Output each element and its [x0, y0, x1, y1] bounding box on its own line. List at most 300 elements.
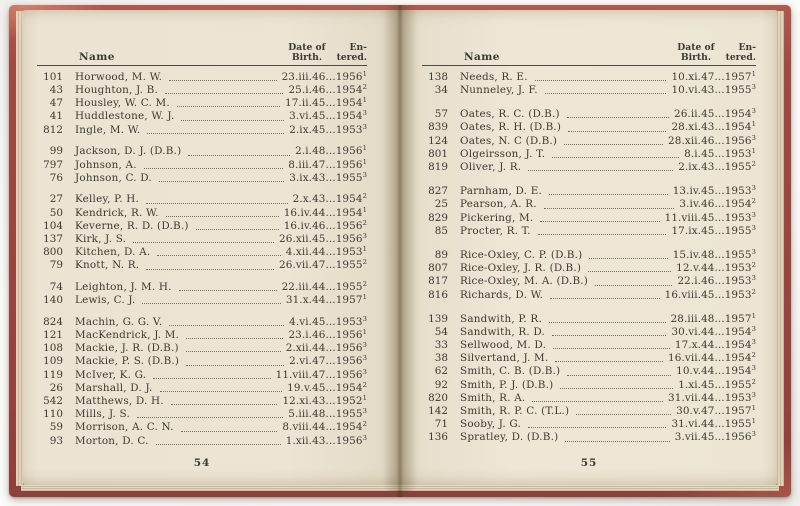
entry-name: Keverne, R. D. (D.B.) [75, 219, 189, 232]
entry-term-superscript: 1 [362, 144, 367, 153]
entry-number: 89 [434, 248, 448, 261]
entries [37, 71, 367, 448]
entry-term-superscript: 3 [751, 247, 756, 256]
entry-dates: 3.vii.45...1956$^3$ [674, 430, 756, 444]
register-row [37, 382, 367, 395]
entry-term-superscript: 1 [362, 328, 367, 337]
entry-dates: 22.i.46...1953$^3$ [677, 274, 756, 288]
entry-number: 138 [428, 70, 448, 83]
entry-dates: 2.ix.43...1955$^2$ [678, 160, 756, 173]
entry-dates: 3.ix.43...1955$^3$ [289, 170, 367, 184]
entry-term-superscript: 1 [362, 205, 367, 214]
entry-term-superscript: 3 [751, 83, 756, 92]
entry-term-superscript: 2 [751, 287, 756, 296]
entry-group [37, 71, 367, 137]
entry-number: 136 [428, 431, 448, 444]
register-row [422, 365, 756, 378]
entry-term-superscript: 3 [751, 364, 756, 373]
register-row [422, 262, 756, 275]
entry-dates: 2.vi.47...1956$^3$ [289, 354, 367, 368]
entry-name: Kelley, P. H. [75, 193, 139, 206]
entry-name: Sandwith, P. R. [460, 312, 542, 325]
entry-term-superscript: 3 [751, 338, 756, 347]
register-row [37, 193, 367, 206]
entry-term-superscript: 1 [751, 417, 756, 426]
dotted-leader [181, 431, 278, 432]
entry-dates: 26.xii.45...1956$^3$ [279, 231, 367, 245]
dotted-leader [552, 335, 666, 336]
entry-term-superscript: 1 [362, 96, 367, 105]
register-row [422, 418, 756, 431]
dotted-leader [169, 325, 284, 326]
entry-dates: 1.xi.45...1955$^2$ [678, 377, 756, 391]
entry-name: Pickering, M. [460, 211, 534, 224]
entry-dates: 16.viii.45...1953$^2$ [664, 287, 756, 301]
entry-name: Kitchen, D. A. [75, 246, 151, 259]
register-row [37, 281, 367, 294]
register-row [422, 161, 756, 174]
register-page-54 [23, 10, 400, 485]
entry-term-superscript: 3 [751, 324, 756, 333]
dotted-leader [545, 93, 667, 94]
entry-name: Houghton, J. B. [75, 84, 158, 97]
register-row [422, 431, 756, 444]
entry-name: Horwood, M. W. [75, 70, 163, 83]
entry-term-superscript: 3 [362, 407, 367, 416]
register-row [37, 159, 367, 172]
register-row [37, 294, 367, 307]
register-row [37, 329, 367, 342]
entry-dates: 30.vi.44...1954$^3$ [671, 324, 756, 338]
register-row [422, 148, 756, 161]
entry-name: Smith, R. A. [460, 391, 526, 404]
register-row [37, 369, 367, 382]
column-header-name: Name [464, 50, 500, 63]
dotted-leader [186, 351, 281, 352]
entry-number: 816 [428, 288, 448, 301]
register-row [422, 212, 756, 225]
entry-group [37, 193, 367, 272]
entry-number: 797 [43, 158, 63, 171]
entry-dates: 16.iv.46...1956$^2$ [283, 218, 367, 232]
entry-number: 76 [49, 171, 63, 184]
entry-name: Smith, C. B. (D.B.) [460, 365, 561, 378]
entry-number: 108 [43, 342, 63, 355]
column-header-entered [337, 43, 367, 63]
entry-number: 124 [428, 134, 448, 147]
entry-name: Lewis, C. J. [75, 294, 136, 307]
entry-dates: 2.i.48...1956$^1$ [295, 144, 367, 158]
dotted-leader [196, 229, 279, 230]
dotted-leader [550, 298, 659, 299]
register-row [37, 342, 367, 355]
entry-number: 101 [43, 70, 63, 83]
entry-term-superscript: 2 [362, 420, 367, 429]
column-header-entered-line1: En- [349, 42, 367, 53]
dotted-leader [532, 401, 663, 402]
dotted-leader [588, 271, 671, 272]
entry-term-superscript: 1 [362, 245, 367, 254]
dotted-leader [142, 303, 280, 304]
entry-term-superscript: 3 [362, 367, 367, 376]
entry-term-superscript: 3 [362, 341, 367, 350]
entry-number: 41 [49, 110, 63, 123]
entry-name: Marshall, D. J. [75, 381, 153, 394]
entry-name: Ingle, M. W. [75, 123, 141, 136]
register-row [37, 259, 367, 272]
entry-number: 801 [428, 147, 448, 160]
entry-term-superscript: 3 [751, 133, 756, 142]
entry-name: Mackie, P. S. (D.B.) [75, 355, 180, 368]
entry-term-superscript: 1 [362, 69, 367, 78]
entry-number: 819 [428, 161, 448, 173]
dotted-leader [165, 93, 283, 94]
entry-term-superscript: 3 [362, 433, 367, 442]
entry-number: 800 [43, 246, 63, 259]
register-row [37, 207, 367, 220]
register-row [37, 220, 367, 233]
dotted-leader [565, 441, 669, 442]
column-header-name: Name [79, 50, 115, 63]
entry-number: 110 [43, 408, 63, 421]
entry-term-superscript: 1 [362, 157, 367, 166]
entry-term-superscript: 2 [751, 160, 756, 168]
entry-number: 79 [49, 259, 63, 272]
register-row [37, 97, 367, 110]
entry-term-superscript: 1 [751, 69, 756, 78]
entry-name: Kirk, J. S. [75, 232, 127, 245]
entry-number: 38 [434, 352, 448, 365]
entry-number: 140 [43, 294, 63, 307]
entry-term-superscript: 2 [362, 218, 367, 227]
register-row [37, 145, 367, 158]
entry-dates: 8.viii.44...1954$^2$ [282, 420, 367, 434]
register-row [422, 135, 756, 148]
entry-number: 25 [434, 198, 448, 211]
register-row [422, 249, 756, 262]
dotted-leader [179, 290, 277, 291]
entry-number: 85 [434, 224, 448, 237]
entry-term-superscript: 2 [751, 261, 756, 270]
dotted-leader [552, 157, 679, 158]
dotted-leader [188, 155, 290, 156]
column-header-entered-line2: tered. [336, 51, 367, 63]
entry-number: 824 [43, 315, 63, 328]
entry-name: Smith, R. P. C. (T.L.) [460, 405, 570, 417]
entry-dates: 26.vii.47...1955$^2$ [279, 258, 367, 272]
entry-name: Mills, J. S. [75, 408, 130, 421]
entry-term-superscript: 3 [362, 354, 367, 363]
dotted-leader [147, 133, 284, 134]
entry-number: 142 [428, 405, 448, 417]
entry-term-superscript: 3 [751, 390, 756, 399]
entry-name: Spratley, D. (D.B.) [460, 431, 559, 444]
register-row [422, 71, 756, 84]
column-header-dob-line1: Date of [288, 42, 326, 53]
entry-term-superscript: 3 [362, 170, 367, 179]
entry-term-superscript: 3 [362, 231, 367, 240]
entry-name: Rice-Oxley, C. P. (D.B.) [460, 248, 583, 261]
entry-group [422, 313, 756, 445]
entry-name: Morton, D. C. [75, 434, 149, 447]
entry-number: 43 [49, 84, 63, 97]
entry-dates: 31.vi.44...1955$^1$ [671, 417, 756, 431]
dotted-leader [567, 375, 671, 376]
entry-number: 812 [43, 123, 63, 136]
entry-name: Leighton, J. M. H. [75, 281, 172, 293]
register-row [37, 355, 367, 368]
entry-dates: 16.vii.44...1954$^2$ [668, 351, 756, 365]
entry-term-superscript: 3 [751, 210, 756, 219]
entry-term-superscript: 1 [751, 311, 756, 320]
dotted-leader [146, 269, 274, 270]
dotted-leader [589, 258, 667, 259]
entry-dates: 2.x.43...1954$^2$ [292, 192, 367, 206]
entry-number: 59 [49, 421, 63, 434]
entry-term-superscript: 2 [751, 197, 756, 206]
entry-name: Morrison, A. C. N. [75, 421, 174, 434]
register-row [422, 121, 756, 134]
column-header-dob [288, 43, 325, 63]
entry-name: Sandwith, R. D. [460, 325, 546, 338]
dotted-leader [535, 80, 667, 81]
entry-number: 829 [428, 211, 448, 224]
entry-number: 57 [434, 108, 448, 121]
dotted-leader [171, 404, 278, 405]
entry-term-superscript: 2 [751, 351, 756, 360]
entry-group [37, 145, 367, 185]
entry-name: Matthews, D. H. [75, 395, 164, 407]
entry-number: 820 [428, 391, 448, 404]
entry-dates: 8.i.45...1953$^1$ [684, 146, 756, 160]
entry-name: Oates, N. C (D.B.) [460, 134, 558, 147]
dotted-leader [538, 234, 667, 235]
register-row [422, 339, 756, 352]
entry-name: Silvertand, J. M. [460, 352, 549, 365]
entry-dates: 10.v.44...1954$^3$ [676, 364, 756, 378]
entry-dates: 8.iii.47...1956$^1$ [288, 157, 367, 171]
entry-term-superscript: 1 [362, 394, 367, 402]
page-edges-left [16, 11, 23, 486]
dotted-leader [528, 427, 666, 428]
entry-dates: 13.iv.45...1953$^3$ [672, 184, 756, 198]
dotted-leader [555, 361, 663, 362]
entry-number: 137 [43, 232, 63, 245]
open-book-pages [23, 10, 777, 485]
dotted-leader [153, 378, 270, 379]
dotted-leader [166, 216, 279, 217]
entry-term-superscript: 3 [751, 430, 756, 439]
entry-term-superscript: 2 [362, 280, 367, 288]
entry-number: 27 [49, 193, 63, 206]
entry-number: 119 [43, 368, 63, 381]
entry-number: 542 [43, 395, 63, 407]
entry-number: 99 [49, 145, 63, 158]
entry-number: 34 [434, 84, 448, 97]
page-54-content [23, 10, 400, 485]
entry-dates: 2.ix.45...1953$^3$ [289, 122, 367, 136]
dotted-leader [544, 208, 675, 209]
book-cover [9, 5, 791, 497]
entry-name: Johnson, C. D. [75, 171, 152, 184]
entry-term-superscript: 2 [751, 377, 756, 386]
dotted-leader [549, 194, 668, 195]
entry-number: 93 [49, 434, 63, 447]
register-row [422, 225, 756, 238]
dotted-leader [156, 444, 281, 445]
dotted-leader [144, 168, 284, 169]
entry-dates: 25.i.46...1954$^2$ [288, 83, 367, 97]
register-row [37, 71, 367, 84]
register-row [37, 316, 367, 329]
dotted-leader [177, 106, 280, 107]
entry-name: Oates, R. C. (D.B.) [460, 108, 560, 121]
register-row [422, 198, 756, 211]
entry-name: MacKendrick, J. M. [75, 329, 180, 342]
entry-name: Sellwood, M. D. [460, 339, 547, 352]
entry-group [422, 249, 756, 302]
entry-group [422, 71, 756, 97]
entry-number: 26 [49, 381, 63, 394]
page-55-content [400, 10, 777, 485]
entry-number: 50 [49, 206, 63, 219]
register-row [37, 408, 367, 421]
entry-name: Jackson, D. J. (D.B.) [75, 145, 182, 158]
table-header [37, 43, 367, 66]
register-row [422, 379, 756, 392]
entry-name: Sooby, J. G. [460, 418, 521, 431]
page-edges-bottom [21, 485, 779, 491]
entry-term-superscript: 1 [362, 293, 367, 302]
entry-dates: 4.vi.45...1953$^3$ [289, 314, 367, 328]
entry-name: Needs, R. E. [460, 70, 528, 83]
page-number: 55 [580, 457, 598, 469]
dotted-leader [568, 131, 666, 132]
entry-dates: 4.xii.44...1953$^1$ [285, 245, 367, 259]
entry-group [37, 316, 367, 448]
entry-dates: 11.viii.47...1956$^3$ [275, 367, 367, 381]
entry-number: 74 [49, 281, 63, 293]
column-header-dob-line2: Birth. [291, 51, 323, 63]
dotted-leader [133, 242, 274, 243]
page-number: 54 [193, 457, 211, 469]
entry-term-superscript: 2 [362, 83, 367, 92]
entry-dates: 15.iv.48...1955$^3$ [672, 247, 756, 261]
entry-number: 92 [434, 378, 448, 391]
register-row [422, 108, 756, 121]
entry-name: Parnham, D. E. [460, 185, 542, 198]
dotted-leader [186, 338, 283, 339]
entry-term-superscript: 3 [362, 109, 367, 118]
entry-name: Procter, R. T. [460, 224, 531, 237]
register-row [37, 246, 367, 259]
entry-number: 839 [428, 121, 448, 134]
dotted-leader [595, 285, 672, 286]
entry-term-superscript: 2 [362, 258, 367, 267]
entry-number: 109 [43, 355, 63, 368]
entry-term-superscript: 2 [362, 380, 367, 389]
dotted-leader [159, 181, 284, 182]
register-row [422, 313, 756, 326]
page-edges-right [777, 11, 784, 486]
entry-dates: 23.i.46...1956$^1$ [288, 328, 367, 342]
entry-group [422, 185, 756, 238]
entry-term-superscript: 3 [751, 223, 756, 232]
dotted-leader [564, 144, 663, 145]
entry-dates: 12.xi.43...1952$^1$ [282, 394, 367, 407]
register-row [422, 392, 756, 405]
entry-dates: 2.xii.44...1956$^3$ [285, 341, 367, 355]
entry-dates: 5.iii.48...1955$^3$ [288, 407, 367, 421]
entry-name: Oliver, J. R. [460, 161, 522, 173]
entry-dates: 3.iv.46...1954$^2$ [679, 197, 756, 211]
column-header-dob-line2: Birth. [680, 51, 712, 63]
register-row [37, 233, 367, 246]
register-row [37, 421, 367, 434]
entry-name: Mackie, J. R. (D.B.) [75, 342, 179, 355]
entry-dates: 10.vi.43...1955$^3$ [671, 83, 756, 97]
entry-name: Olgeirsson, J. T. [460, 147, 546, 160]
entry-number: 139 [428, 312, 448, 325]
register-row [37, 395, 367, 408]
entry-number: 827 [428, 185, 448, 198]
register-row [37, 110, 367, 123]
entry-group [422, 108, 756, 174]
entry-name: Machin, G. G. V. [75, 315, 163, 328]
entry-dates: 17.ii.45...1954$^1$ [285, 96, 367, 110]
dotted-leader [146, 203, 288, 204]
entry-term-superscript: 3 [362, 122, 367, 131]
column-header-dob-line1: Date of [677, 42, 715, 53]
entry-number: 104 [43, 219, 63, 232]
entry-name: Smith, P. J. (D.B.) [460, 378, 554, 391]
dotted-leader [553, 348, 670, 349]
entry-term-superscript: 3 [751, 184, 756, 193]
column-header-entered-line2: tered. [725, 51, 756, 63]
entry-number: 807 [428, 262, 448, 275]
entry-term-superscript: 3 [751, 274, 756, 283]
entry-name: Huddlestone, W. J. [75, 110, 175, 123]
dotted-leader [137, 417, 283, 418]
entry-dates: 16.iv.44...1954$^1$ [283, 205, 367, 219]
entry-dates: 30.v.47...1957$^1$ [676, 404, 756, 417]
entry-dates: 11.viii.45...1953$^3$ [664, 210, 756, 224]
entry-dates: 28.xi.43...1954$^1$ [671, 120, 756, 134]
dotted-leader [549, 322, 666, 323]
entry-dates: 3.vi.45...1954$^3$ [289, 109, 367, 123]
dotted-leader [157, 255, 280, 256]
dotted-leader [160, 391, 283, 392]
register-row [422, 289, 756, 302]
column-header-dob [677, 43, 714, 63]
entry-term-superscript: 3 [751, 107, 756, 116]
entry-name: Kendrick, R. W. [75, 206, 159, 219]
entry-name: Oates, R. H. (D.B.) [460, 121, 562, 134]
entry-name: Pearson, A. R. [460, 198, 537, 211]
dotted-leader [576, 414, 671, 415]
entry-name: Richards, D. W. [460, 288, 544, 301]
column-header-entered-line1: En- [738, 42, 756, 53]
entry-name: Rice-Oxley, M. A. (D.B.) [460, 275, 589, 288]
entry-name: Johnson, A. [75, 158, 137, 171]
entry-number: 71 [434, 418, 448, 431]
entry-dates: 1.xii.43...1956$^3$ [285, 433, 367, 447]
entry-group [37, 281, 367, 307]
entry-dates: 19.v.45...1954$^2$ [287, 380, 367, 394]
dotted-leader [567, 117, 669, 118]
entry-number: 121 [43, 329, 63, 342]
entry-name: Knott, N. R. [75, 259, 140, 272]
